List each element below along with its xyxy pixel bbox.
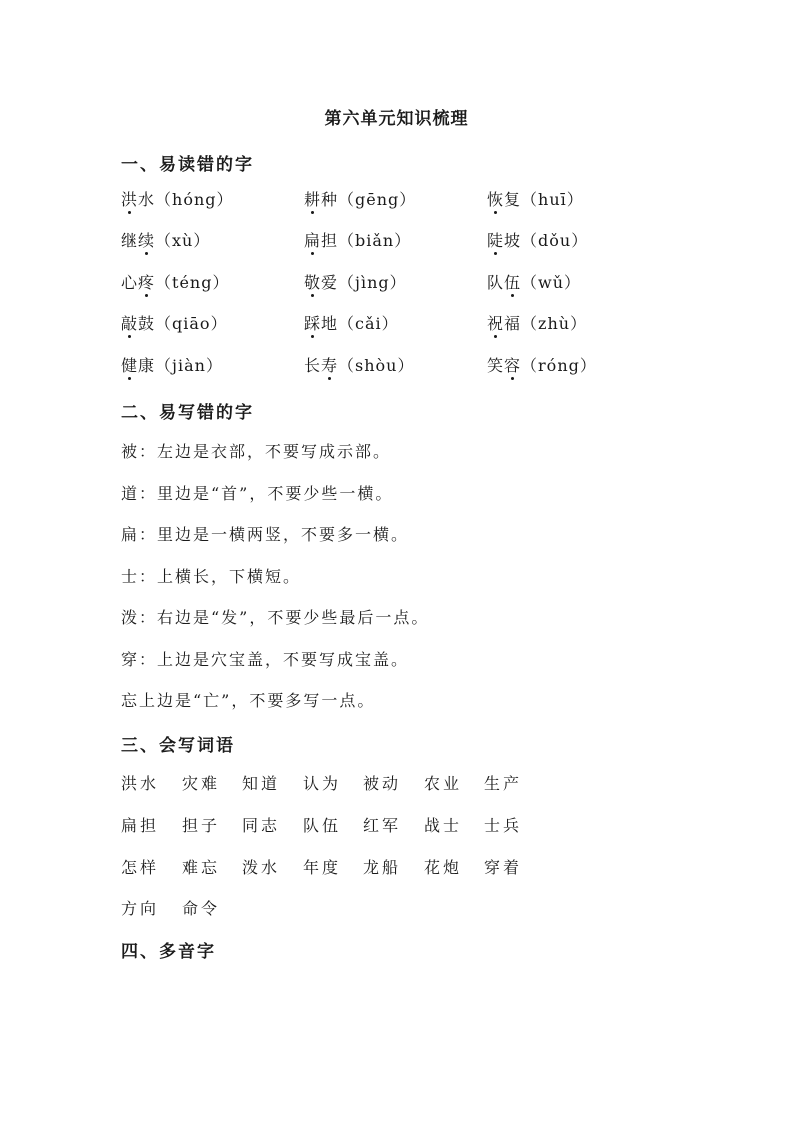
vocab-word: 怎样 [121, 858, 160, 877]
vocab-word: 泼水 [242, 858, 281, 877]
vocab-word: 士兵 [484, 816, 523, 835]
entry-pinyin: （hóng） [155, 190, 234, 209]
entry-character: 疼 [138, 273, 156, 292]
entry-character: 继 [121, 231, 139, 250]
pinyin-entry [487, 311, 587, 334]
rule-line: 忘上边是“亡”，不要多写一点。 [121, 691, 376, 710]
page-title: 第六单元知识梳理 [324, 109, 469, 129]
vocab-word: 龙船 [363, 858, 402, 877]
pinyin-entry [487, 353, 597, 376]
entry-character: 耕 [304, 190, 322, 209]
vocab-word: 知道 [242, 774, 281, 793]
pinyin-row [121, 270, 681, 296]
rule-line: 穿：上边是穴宝盖，不要写成宝盖。 [121, 650, 410, 669]
pinyin-entry [121, 270, 229, 293]
section-heading-1: 一、易读错的字 [121, 155, 254, 175]
vocab-word: 农业 [424, 774, 463, 793]
vocab-word: 命令 [182, 899, 221, 918]
vocab-word: 担子 [182, 816, 221, 835]
entry-character: 康 [138, 356, 156, 375]
entry-character: 坡 [504, 231, 522, 250]
entry-pinyin: （gēng） [338, 190, 417, 209]
pinyin-entry [304, 353, 415, 376]
pinyin-entry [487, 187, 584, 210]
pinyin-entry [304, 187, 416, 210]
entry-pinyin: （qiāo） [155, 314, 228, 333]
entry-pinyin: （zhù） [521, 314, 588, 333]
entry-character: 恢 [487, 190, 505, 209]
vocab-word: 穿着 [484, 858, 523, 877]
entry-character: 福 [504, 314, 522, 333]
entry-pinyin: （huī） [521, 190, 584, 209]
vocab-word: 同志 [242, 816, 281, 835]
entry-character: 种 [321, 190, 339, 209]
entry-character: 心 [121, 273, 139, 292]
entry-pinyin: （wǔ） [521, 273, 582, 292]
pinyin-entry [487, 270, 581, 293]
entry-pinyin: （xù） [155, 231, 211, 250]
pinyin-entry [121, 228, 210, 251]
vocab-word: 生产 [484, 774, 523, 793]
pinyin-entry [121, 353, 223, 376]
rule-line: 扁：里边是一横两竖，不要多一横。 [121, 525, 410, 544]
entry-character: 爱 [321, 273, 339, 292]
entry-character: 寿 [321, 356, 339, 375]
entry-character: 陡 [487, 231, 505, 250]
vocab-word: 被动 [363, 774, 402, 793]
section-heading-2: 二、易写错的字 [121, 403, 254, 423]
rule-line: 泼：右边是“发”，不要少些最后一点。 [121, 608, 430, 627]
entry-pinyin: （shòu） [338, 356, 415, 375]
vocab-word: 洪水 [121, 774, 160, 793]
entry-character: 水 [138, 190, 156, 209]
entry-character: 续 [138, 231, 156, 250]
vocab-word: 难忘 [182, 858, 221, 877]
entry-character: 地 [321, 314, 339, 333]
entry-character: 担 [321, 231, 339, 250]
rule-line: 士：上横长，下横短。 [121, 567, 302, 586]
pinyin-entry [121, 311, 228, 334]
pinyin-entry [121, 187, 234, 210]
entry-pinyin: （biǎn） [338, 231, 412, 250]
section-heading-4: 四、多音字 [121, 942, 216, 962]
pinyin-entry [304, 270, 407, 293]
entry-character: 鼓 [138, 314, 156, 333]
entry-character: 洪 [121, 190, 139, 209]
vocab-word: 灾难 [182, 774, 221, 793]
entry-pinyin: （téng） [155, 273, 230, 292]
vocab-word: 方向 [121, 899, 160, 918]
vocab-word: 扁担 [121, 816, 160, 835]
entry-character: 扁 [304, 231, 322, 250]
entry-character: 容 [504, 356, 522, 375]
vocab-word: 红军 [363, 816, 402, 835]
entry-character: 祝 [487, 314, 505, 333]
vocab-word: 认为 [303, 774, 342, 793]
pinyin-row [121, 353, 681, 379]
entry-pinyin: （róng） [521, 356, 597, 375]
section-heading-3: 三、会写词语 [121, 736, 235, 756]
entry-character: 健 [121, 356, 139, 375]
rule-line: 被：左边是衣部，不要写成示部。 [121, 442, 392, 461]
pinyin-entry [304, 228, 411, 251]
vocab-word: 年度 [303, 858, 342, 877]
vocab-word: 战士 [424, 816, 463, 835]
entry-character: 队 [487, 273, 505, 292]
entry-pinyin: （jìng） [338, 273, 407, 292]
entry-pinyin: （jiàn） [155, 356, 223, 375]
vocab-word: 队伍 [303, 816, 342, 835]
pinyin-row [121, 311, 681, 337]
vocab-word: 花炮 [424, 858, 463, 877]
pinyin-row [121, 228, 681, 254]
entry-character: 敲 [121, 314, 139, 333]
entry-character: 长 [304, 356, 322, 375]
entry-pinyin: （dǒu） [521, 231, 589, 250]
pinyin-entry [304, 311, 399, 334]
entry-character: 笑 [487, 356, 505, 375]
entry-pinyin: （cǎi） [338, 314, 399, 333]
pinyin-row [121, 187, 681, 213]
entry-character: 敬 [304, 273, 322, 292]
pinyin-entry [487, 228, 588, 251]
entry-character: 伍 [504, 273, 522, 292]
entry-character: 踩 [304, 314, 322, 333]
rule-line: 道：里边是“首”，不要少些一横。 [121, 484, 394, 503]
entry-character: 复 [504, 190, 522, 209]
